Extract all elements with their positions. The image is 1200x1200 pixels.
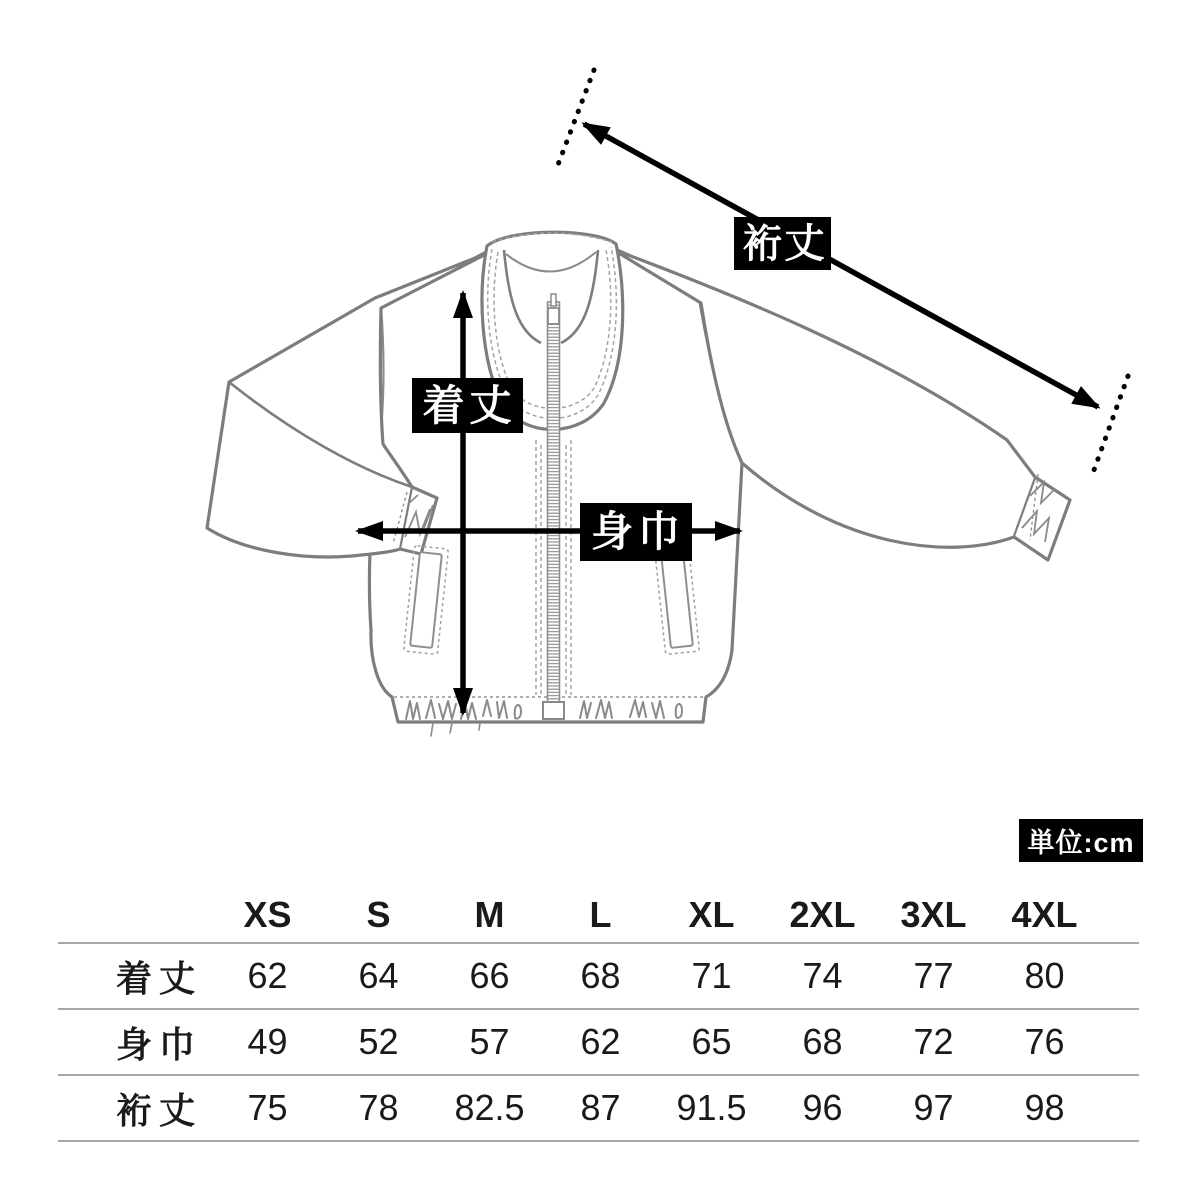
unit-badge-text: 単位:cm — [1027, 828, 1135, 858]
size-column-header: 2XL — [767, 888, 878, 943]
row-label: 裄丈 — [58, 1075, 212, 1141]
measurement-cell: 91.5 — [656, 1075, 767, 1141]
row-label: 着丈 — [58, 943, 212, 1009]
row-spacer — [1100, 1075, 1139, 1141]
size-column-header: 4XL — [989, 888, 1100, 943]
size-table — [58, 888, 1139, 1142]
size-table-header-spacer — [1100, 888, 1139, 943]
measurement-cell: 97 — [878, 1075, 989, 1141]
measurement-cell: 57 — [434, 1009, 545, 1075]
measurement-cell: 71 — [656, 943, 767, 1009]
zipper-bottom-stop — [543, 702, 564, 719]
size-column-header: S — [323, 888, 434, 943]
table-row-sleeve-length — [58, 1075, 1139, 1141]
measurement-cell: 87 — [545, 1075, 656, 1141]
measurement-cell: 72 — [878, 1009, 989, 1075]
size-column-header: XS — [212, 888, 323, 943]
body-length-label — [412, 378, 523, 433]
size-column-header: 3XL — [878, 888, 989, 943]
measurement-cell: 78 — [323, 1075, 434, 1141]
body-width-label-text: 身巾 — [590, 508, 685, 555]
size-table-corner-cell — [58, 888, 212, 943]
measurement-cell: 64 — [323, 943, 434, 1009]
measurement-cell: 82.5 — [434, 1075, 545, 1141]
measurement-cell: 77 — [878, 943, 989, 1009]
measurement-cell: 80 — [989, 943, 1100, 1009]
row-spacer — [1100, 943, 1139, 1009]
zipper-slider — [548, 308, 559, 324]
measurement-cell: 74 — [767, 943, 878, 1009]
table-row-body-width — [58, 1009, 1139, 1075]
measurement-cell: 98 — [989, 1075, 1100, 1141]
measurement-cell: 96 — [767, 1075, 878, 1141]
row-label: 身巾 — [58, 1009, 212, 1075]
measurement-cell: 62 — [545, 1009, 656, 1075]
size-table-header-row — [58, 888, 1139, 943]
sleeve-length-label-text: 裄丈 — [742, 221, 827, 266]
unit-badge — [1019, 819, 1143, 862]
size-column-header: L — [545, 888, 656, 943]
measurement-cell: 76 — [989, 1009, 1100, 1075]
measurement-cell: 66 — [434, 943, 545, 1009]
size-column-header: M — [434, 888, 545, 943]
measurement-cell: 68 — [545, 943, 656, 1009]
measurement-cell: 65 — [656, 1009, 767, 1075]
measurement-cell: 75 — [212, 1075, 323, 1141]
zipper-pull — [551, 294, 556, 306]
body-length-label-text: 着丈 — [422, 381, 517, 429]
measurement-cell: 49 — [212, 1009, 323, 1075]
row-spacer — [1100, 1009, 1139, 1075]
table-row-body-length — [58, 943, 1139, 1009]
sleeve-length-label — [734, 217, 831, 270]
measurement-cell: 68 — [767, 1009, 878, 1075]
body-width-label — [580, 503, 692, 561]
measurement-cell: 52 — [323, 1009, 434, 1075]
measurement-cell: 62 — [212, 943, 323, 1009]
size-column-header: XL — [656, 888, 767, 943]
